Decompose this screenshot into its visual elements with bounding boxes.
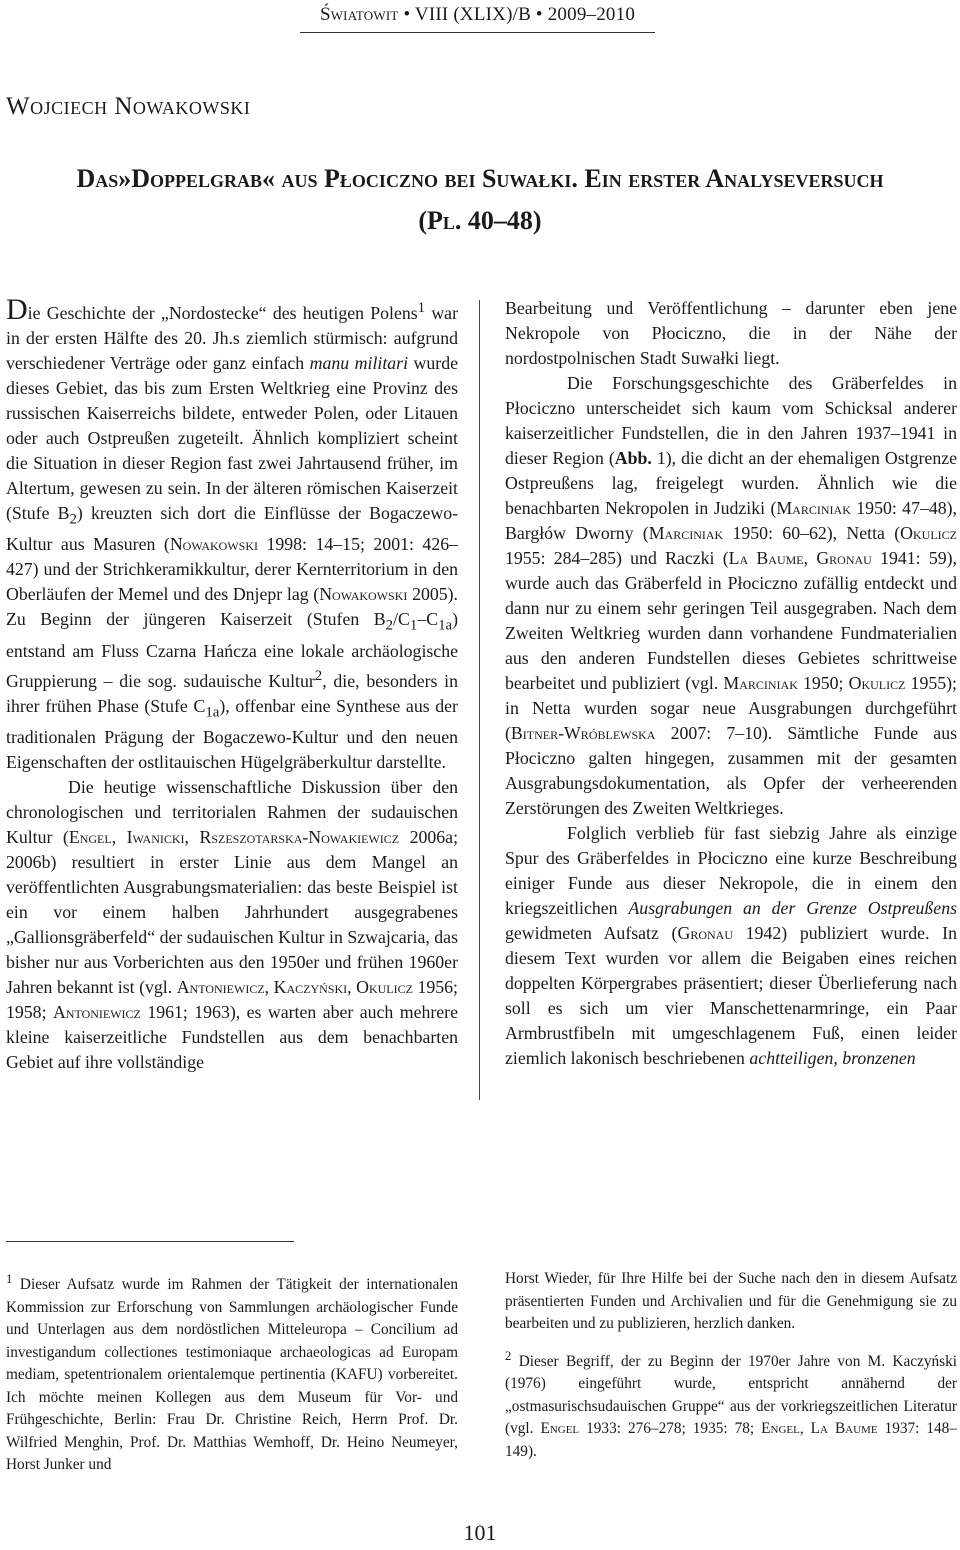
footnote-1-continued: Horst Wieder, für Ihre Hilfe bei der Suche nach den in diesem Aufsatz präsentierten Funden und Archivalien und für die Genehmigung sie zu bearbeiten und zu publizieren, herzlich danken. <box>505 1270 957 1332</box>
footnotes-left <box>6 1268 458 1477</box>
footnote-number: 1 <box>6 1272 13 1286</box>
paragraph: Die Forschungsgeschichte des Gräberfeldes in Płociczno unterscheidet sich kaum vom Schicksal anderer kaiserzeitlicher Fundstellen, die in den Jahren 1937–1941 in dieser Region (Abb. 1), die dicht an der ehemaligen Ostgrenze Ostpreußens lag, freigelegt wurden. Ähnlich wie die benachbarten Nekropolen in Judziki (Marciniak 1950: 47–48), Bargłów Dworny (Marciniak 1950: 60–62), Netta (Okulicz 1955: 284–285) und Raczki (La Baume, Gronau 1941: 59), wurde auch das Gräberfeld in Płociczno zufällig entdeckt und dann nur zu einem sehr geringen Teil ausgegraben. Nach dem Zweiten Weltkrieg wurden dann vorhandene Fundmaterialien aus den anderen Fundstellen dieses Gebietes schrittweise bearbeitet und publiziert (vgl. Marciniak 1950; Okulicz 1955); in Netta wurden sogar neue Ausgrabungen durchgeführt (Bitner-Wróblewska 2007: 7–10). Sämtliche Funde aus Płociczno galten hingegen, zusammen mit der gesamten Ausgrabungsdokumentation, als Opfer der verheerenden Zerstörungen des Zweiten Weltkrieges. <box>505 373 958 818</box>
citation-author: La Baume, Gronau <box>728 548 872 568</box>
footnote-1: $^1$ Dieser Aufsatz wurde im Rahmen der Tätigkeit der internationalen Kommission zur Erforschung von Sammlungen archäologischer Funde und Unterlagen aus dem nordöstlichen Mitteleuropa – Concilium ad investigandum collectiones testimoniaque archaeologicas ad Europam mediam, spetentrionalem orientalemque pertinentia (KAFU) vorbereitet. Ich möchte meinen Kollegen aus dem Museum für Vor- und Frühgeschichte, Berlin: Frau Dr. Christine Reich, Herrn Prof. Dr. Wilfried Menghin, Prof. Dr. Matthias Wemhoff, Dr. Heino Neumeyer, Horst Junker und <box>6 1272 458 1474</box>
paragraph: Die heutige wissenschaftliche Diskussion über den chronologischen und territorialen Rahmen der sudauischen Kultur (Engel, Iwanicki, Rszeszotarska-Nowakiewicz 2006a; 2006b) resultiert in erster Linie aus dem Mangel an veröffentlichten Ausgrabungsmaterialien: das beste Beispiel ist ein vor einem halben Jahrhundert ausgegrabenes „Gallionsgräberfeld“ der sudauischen Kultur in Szwajcaria, das bisher nur aus Vorberichten aus den 1950er und frühen 1960er Jahren bekannt ist (vgl. Antoniewicz, Kaczyński, Okulicz 1956; 1958; Antoniewicz 1961; 1963), es warten aber auch mehrere kleine kaiserzeitliche Fundstellen aus dem benachbarten Gebiet auf ihre vollständige <box>6 777 459 1073</box>
running-header <box>300 4 655 33</box>
footnote-ref[interactable]: 2 <box>314 668 323 685</box>
footnote-rule <box>6 1241 294 1242</box>
footnote-number: 2 <box>505 1348 512 1363</box>
citation-author: Okulicz <box>848 673 906 693</box>
citation-author: Nowakowski <box>169 534 258 555</box>
citation-author: Nowakowski <box>319 584 408 605</box>
column-rule <box>479 300 480 1100</box>
footnote-ref[interactable]: 1 <box>417 300 426 316</box>
title-plates: (Pl. 40–48) <box>418 206 542 235</box>
paragraph: Bearbeitung und Veröffentlichung – darunter eben jene Nekropole von Płociczno, die in der Nähe der nordostpolnischen Stadt Suwałki liegt. <box>505 298 957 368</box>
header-bullet: • <box>535 4 548 25</box>
drop-cap: D <box>6 292 28 326</box>
citation-author: Marciniak <box>723 673 798 693</box>
citation-author: Okulicz <box>900 523 957 543</box>
footnote-2: $^2$ Dieser Begriff, der zu Beginn der 1970er Jahre von M. Kaczyński (1976) eingeführt wurde, entspricht annähernd der „ostmasurischsudauischen Gruppe“ aus der vorkriegszeitlichen Literatur (vgl. Engel 1933: 276–278; 1935: 78; Engel, La Baume 1937: 148–149). <box>505 1348 957 1460</box>
article-title <box>10 158 950 242</box>
paragraph: Die Geschichte der „Nordostecke“ des heutigen Polens$^1$ war in der ersten Hälfte des 20. Jh.s ziemlich stürmisch: aufgrund verschiedener Verträge oder ganz einfach manu militari wurde dieses Gebiet, das bis zum Ersten Weltkrieg eine Provinz des russischen Kaiserreichs bildete, entweder Polen, oder Litauen oder auch Ostpreußen zugeteilt. Ähnlich kompliziert scheint die Situation in dieser Region fast zwei Jahrtausend früher, im Altertum, gewesen zu sein. In der älteren römischen Kaiserzeit (Stufe $B_2$) kreuzten sich dort die Einflüsse der Bogaczewo-Kultur aus Masuren (Nowakowski 1998: 14–15; 2001: 426–427) und der Strichkeramikkultur, derer Kernterritorium in den Oberläufen der Memel und des Dnjepr lag (Nowakowski 2005). Zu Beginn der jüngeren Kaiserzeit (Stufen $B_2/C_1-C_{1a}$) entstand am Fluss Czarna Hańcza eine lokale archäologische Gruppierung – die sog. sudauische Kultur$^2$, die, besonders in ihrer frühen Phase (Stufe $C_{1a}$), offenbar eine Synthese aus der traditionalen Prägung der Bogaczewo-Kultur und den neuen Eigenschaften der ostlitauischen Hügelgräberkultur darstellte. <box>6 292 459 773</box>
citation-author: Marciniak <box>776 498 851 518</box>
footnotes-right <box>505 1268 957 1463</box>
citation-author: Antoniewicz <box>52 1002 141 1023</box>
journal-name: Światowit <box>319 4 399 25</box>
journal-years: 2009–2010 <box>547 4 636 25</box>
citation-author: Marciniak <box>648 523 724 543</box>
page-number: 101 <box>463 1520 497 1545</box>
right-column <box>505 296 957 1071</box>
citation-author: Engel, La Baume <box>761 1420 878 1438</box>
citation-author: Engel, Iwanicki, Rszeszotarska-Nowakiewicz <box>68 827 400 848</box>
citation-author: Antoniewicz, Kaczyński, Okulicz <box>176 977 413 998</box>
author-name: Wojciech Nowakowski <box>6 93 251 120</box>
figure-ref[interactable]: Abb. <box>614 448 652 468</box>
journal-volume: VIII (XLIX)/B <box>414 4 531 25</box>
citation-author: Bitner-Wróblewska <box>510 723 656 743</box>
citation-author: Gronau <box>677 923 733 943</box>
title-line: Das»Doppelgrab« aus Płociczno bei Suwałki. Ein erster Analyseversuch <box>76 164 884 193</box>
left-column <box>6 292 459 1075</box>
paragraph: Folglich verblieb für fast siebzig Jahre als einzige Spur des Gräberfeldes in Płociczno eine kurze Beschreibung einiger Funde aus dieser Nekropole, die in einem den kriegszeitlichen Ausgrabungen an der Grenze Ostpreußens gewidmeten Aufsatz (Gronau 1942) publiziert wurde. In diesem Text wurden vor allem die Beigaben eines reichen doppelten Körpergrabes präsentiert; dieser Überlieferung nach soll es sich um vier Manschettenarmringe, ein Paar Armbrustfibeln mit umgeschlagenem Fuß, einen leider ziemlich lakonisch beschriebenen achtteiligen, bronzenen <box>505 823 958 1068</box>
citation-author: Engel <box>540 1420 580 1438</box>
header-bullet: • <box>403 4 415 25</box>
